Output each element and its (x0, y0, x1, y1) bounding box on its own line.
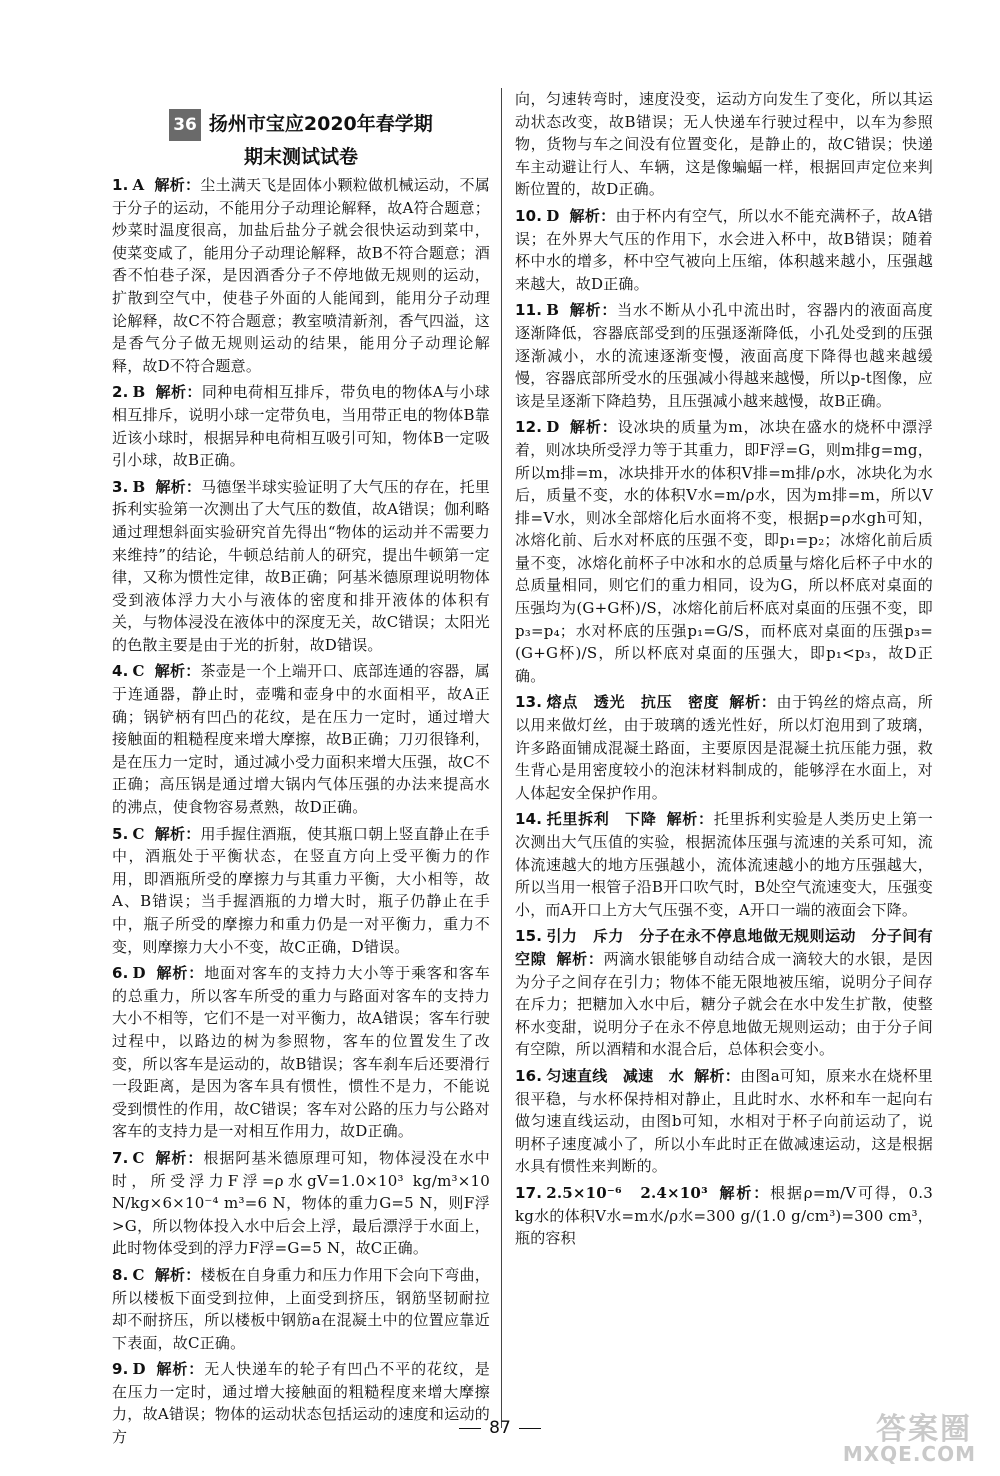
question-number: 6. (112, 964, 129, 983)
column-divider (501, 88, 502, 1428)
analysis-text: 根据ρ=m/V可得，0.3 kg水的体积V水=m水/ρ水=300 g/(1.0 g/cm³)=300 cm³，瓶的容积 (515, 1183, 933, 1248)
answer-item (112, 476, 490, 657)
analysis-label: 解析： (694, 1066, 741, 1085)
answer-choice: 熔点 透光 抗压 密度 (546, 693, 720, 712)
answer-choice: D (546, 206, 560, 225)
analysis-text: 地面对客车的支持力大小等于乘客和客车的总重力，所以客车所受的重力与路面对客车的支持力大小不相等，它们不是一对平衡力，故A错误；客车行驶过程中，以路边的树为参照物，客车的位置发生了改变，所以客车是运动的，故B错误；客车刹车后还要滑行一段距离，是因为客车具有惯性，惯性不是力，不能说受到惯性的作用，故C错误；客车对公路的压力与公路对客车的支持力是一对相互作用力，故D正确。 (112, 964, 490, 1141)
analysis-label: 解析： (666, 810, 714, 829)
question-number: 5. (112, 824, 129, 843)
analysis-label: 解析： (154, 824, 201, 843)
analysis-text: 马德堡半球实验证明了大气压的存在，托里拆利实验第一次测出了大气压的数值，故A错误；伽利略通过理想斜面实验研究首先得出“物体的运动并不需要力来维持”的结论，牛顿总结前人的研究，提出牛顿第一定律，又称为惯性定律，故B正确；阿基米德原理说明物体受到液体浮力大小与液体的密度和排开液体的体积有关，与物体浸没在液体中的深度无关，故C错误；太阳光的色散主要是由于光的折射，故D错误。 (112, 477, 490, 654)
analysis-text: 楼板在自身重力和压力作用下会向下弯曲，所以楼板下面受到拉伸，上面受到挤压，钢筋坚韧耐拉却不耐挤压，所以楼板中钢筋a在混凝土中的位置应靠近下表面，故C正确。 (112, 1265, 490, 1352)
answer-item (515, 925, 933, 1061)
analysis-label: 解析： (556, 949, 604, 968)
answer-item (112, 962, 490, 1143)
analysis-label: 解析： (717, 1183, 771, 1202)
title-line-1: 扬州市宝应2020年春学期 (208, 113, 433, 135)
answer-choice: C (132, 1265, 145, 1284)
answer-item (515, 1182, 933, 1250)
answer-choice: D (132, 1360, 146, 1379)
analysis-text: 用手握住酒瓶，使其瓶口朝上竖直静止在手中，酒瓶处于平衡状态，在竖直方向上受平衡力的作用，即酒瓶所受的摩擦力与其重力平衡，大小相等，故A、B错误；当手握酒瓶的力增大时，瓶子仍静止在手中，瓶子所受的摩擦力和重力仍是一对平衡力，重力不变，则摩擦力大小不变，故C正确，D错误。 (112, 824, 490, 956)
analysis-label: 解析： (154, 662, 201, 681)
question-number: 17. (515, 1183, 543, 1202)
question-number: 13. (515, 693, 543, 712)
analysis-text: 由图a可知，原来水在烧杯里很平稳，与水杯保持相对静止，且此时水、水杯和车一起向右做匀速直线运动，由图b可知，水相对于杯子向前运动了，说明杯子速度减小了，所以小车此时正在做减速运动，这是根据水具有惯性来判断的。 (515, 1066, 934, 1176)
right-column (515, 88, 933, 1254)
title-line-2: 期末测试试卷 (243, 146, 358, 168)
question-number: 15. (515, 927, 543, 946)
question-number: 14. (515, 810, 543, 829)
answer-choice: C (132, 662, 145, 681)
answer-item (112, 174, 490, 377)
analysis-text: 两滴水银能够自动结合成一滴较大的水银，是因为分子之间存在引力；物体不能无限地被压缩，说明分子间存在斥力；把糖加入水中后，糖分子就会在水中发生扩散，使整杯水变甜，说明分子在永不停息地做无规则运动；由于分子间有空隙，所以酒精和水混合后，总体积会变小。 (515, 949, 934, 1059)
watermark-line-1: 答案圈 (876, 1412, 972, 1447)
page-number: 87 (0, 1418, 1000, 1438)
answer-choice: 2.5×10⁻⁶ 2.4×10³ (546, 1183, 708, 1202)
analysis-text: 尘土满天飞是固体小颗粒做机械运动，不属于分子的运动，不能用分子动理论解释，故A符合题意；炒菜时温度很高，加盐后盐分子就会很快运动到菜中，使菜变咸了，能用分子动理论解释，故B不符合题意；酒香不怕巷子深，是因酒香分子不停地做无规则的运动，扩散到空气中，使巷子外面的人能闻到，能用分子动理论解释，故C不符合题意；教室喷清新剂，香气四溢，这是香气分子做无规则运动的结果，能用分子动理论解释，故D不符合题意。 (112, 176, 490, 375)
analysis-label: 解析： (154, 176, 201, 194)
analysis-label: 解析： (729, 693, 777, 712)
answer-choice: 匀速直线 减速 水 (546, 1066, 685, 1085)
watermark-logo (836, 1404, 986, 1468)
answer-choice: B (132, 477, 146, 496)
analysis-label: 解析： (569, 206, 616, 225)
analysis-text: 托里拆利实验是人类历史上第一次测出大气压值的实验，根据流体压强与流速的关系可知，流体流速越大的地方压强越小，流体流速越小的地方压强越大，所以当用一根管子沿B开口吹气时，B处空气流速变大，压强变小，而A开口上方大气压强不变，A开口一端的液面会下降。 (515, 810, 933, 919)
question-number: 7. (112, 1148, 129, 1167)
question-number: 4. (112, 662, 129, 681)
answer-choice: A (132, 176, 145, 194)
analysis-label: 解析： (155, 1360, 205, 1379)
analysis-label: 解析： (155, 477, 202, 496)
answer-choice: C (132, 824, 145, 843)
answer-choice: D (132, 964, 146, 983)
answer-choice: 托里拆利 下降 (546, 810, 657, 829)
analysis-text: 设冰块的质量为m，冰块在盛水的烧杯中漂浮着，则冰块所受浮力等于其重力，即F浮=G，则m排g=mg，所以m排=m，冰块排开水的体积V排=m排/ρ水，冰块化为水后，质量不变，水的体积V水=m/ρ水，因为m排=m，所以V排=V水，则冰全部熔化后水面将不变，根据p=ρ水gh可知，冰熔化前、后水对杯底的压强不变，即p₁=p₂；冰熔化前后质量不变，冰熔化前杯子中冰和水的总质量与熔化后杯子中水的总质量相同，则它们的重力相同，设为G，所以杯底对桌面的压强均为(G+G杯)/S，冰熔化前后杯底对桌面的压强不变，即p₃=p₄；水对杯底的压强p₁=G/S，而杯底对桌面的压强p₃=(G+G杯)/S，所以杯底对桌面的压强大，即p₁<p₃，故D正确。 (515, 418, 933, 685)
answer-item (112, 1147, 490, 1260)
answer-item (515, 88, 933, 201)
question-number: 11. (515, 301, 543, 320)
answer-choice: B (546, 301, 560, 320)
analysis-label: 解析： (154, 1265, 201, 1284)
answer-item (515, 416, 933, 687)
answer-item (112, 1264, 490, 1354)
analysis-text: 向，匀速转弯时，速度没变，运动方向发生了变化，所以其运动状态改变，故B错误；无人快递车行驶过程中，以车为参照物，货物与车之间没有位置变化，是静止的，故C错误；快递车主动避让行人、车辆，这是像蝙蝠一样，根据回声定位来判断位置的，故D正确。 (515, 90, 933, 199)
answer-item (112, 823, 490, 959)
question-number: 10. (515, 206, 543, 225)
question-number: 2. (112, 383, 129, 402)
question-number: 3. (112, 477, 129, 496)
analysis-text: 同种电荷相互排斥，带负电的物体A与小球相互排斥，说明小球一定带负电，当用带正电的物体B靠近该小球时，根据异种电荷相互吸引可知，物体B一定吸引小球，故B正确。 (112, 383, 490, 470)
answer-choice: D (546, 418, 560, 437)
analysis-text: 无人快递车的轮子有凹凸不平的花纹，是在压力一定时，通过增大接触面的粗糙程度来增大摩擦力，故A错误；物体的运动状态包括运动的速度和运动的方 (112, 1360, 490, 1447)
answer-item (515, 1065, 933, 1178)
question-number: 9. (112, 1360, 129, 1379)
analysis-label: 解析： (155, 964, 205, 983)
answer-choice: C (132, 1148, 145, 1167)
answer-item (515, 205, 933, 295)
analysis-label: 解析： (154, 1148, 204, 1167)
analysis-label: 解析： (569, 418, 618, 437)
analysis-label: 解析： (155, 383, 202, 402)
answer-item (515, 299, 933, 412)
analysis-text: 根据阿基米德原理可知，物体浸没在水中时，所受浮力F浮=ρ水gV=1.0×10³ kg/m³×10 N/kg×6×10⁻⁴ m³=6 N，物体的重力G=5 N，则F浮>G，所以物体投入水中后会上浮，最后漂浮于水面上，此时物体受到的浮力F浮=G=5 N，故C正确。 (112, 1148, 490, 1258)
answer-item (515, 691, 933, 804)
exam-number-badge: 36 (169, 109, 201, 141)
watermark-line-2: MXQE.COM (842, 1442, 976, 1466)
answer-item (112, 381, 490, 471)
answer-item (515, 808, 933, 921)
question-number: 12. (515, 418, 543, 437)
exam-title (112, 108, 490, 173)
question-number: 1. (112, 176, 129, 194)
question-number: 8. (112, 1265, 129, 1284)
analysis-text: 由于钨丝的熔点高，所以用来做灯丝，由于玻璃的透光性好，所以灯泡用到了玻璃，许多路面铺成混凝土路面，主要原因是混凝土抗压能力强，救生背心是用密度较小的泡沫材料制成的，能够浮在水面上，对人体起安全保护作用。 (515, 693, 933, 802)
analysis-text: 由于杯内有空气，所以水不能充满杯子，故A错误；在外界大气压的作用下，水会进入杯中，故B错误；随着杯中水的增多，杯中空气被向上压缩，体积越来越小，压强越来越大，故D正确。 (515, 206, 933, 293)
question-number: 16. (515, 1066, 543, 1085)
left-column (112, 174, 490, 1453)
analysis-label: 解析： (569, 301, 618, 320)
analysis-text: 茶壶是一个上端开口、底部连通的容器，属于连通器，静止时，壶嘴和壶身中的水面相平，故A正确；锅铲柄有凹凸的花纹，是在压力一定时，通过增大接触面的粗糙程度来增大摩擦，故B正确；刀刃很锋利，是在压力一定时，通过减小受力面积来增大压强，故C不正确；高压锅是通过增大锅内气体压强的办法来提高水的沸点，使食物容易煮熟，故D正确。 (112, 662, 490, 817)
answer-choice: 引力 斥力 分子在永不停息地做无规则运动 分子间有空隙 (515, 927, 933, 968)
answer-choice: B (132, 383, 146, 402)
analysis-text: 当水不断从小孔中流出时，容器内的液面高度逐渐降低，容器底部受到的压强逐渐降低，小孔处受到的压强逐渐减小，水的流速逐渐变慢，液面高度下降得也越来越缓慢，容器底部所受水的压强减小得越来越慢，所以p-t图像，应该是呈逐渐下降趋势，且压强减小越来越慢，故B正确。 (515, 301, 933, 410)
answer-item (112, 660, 490, 818)
